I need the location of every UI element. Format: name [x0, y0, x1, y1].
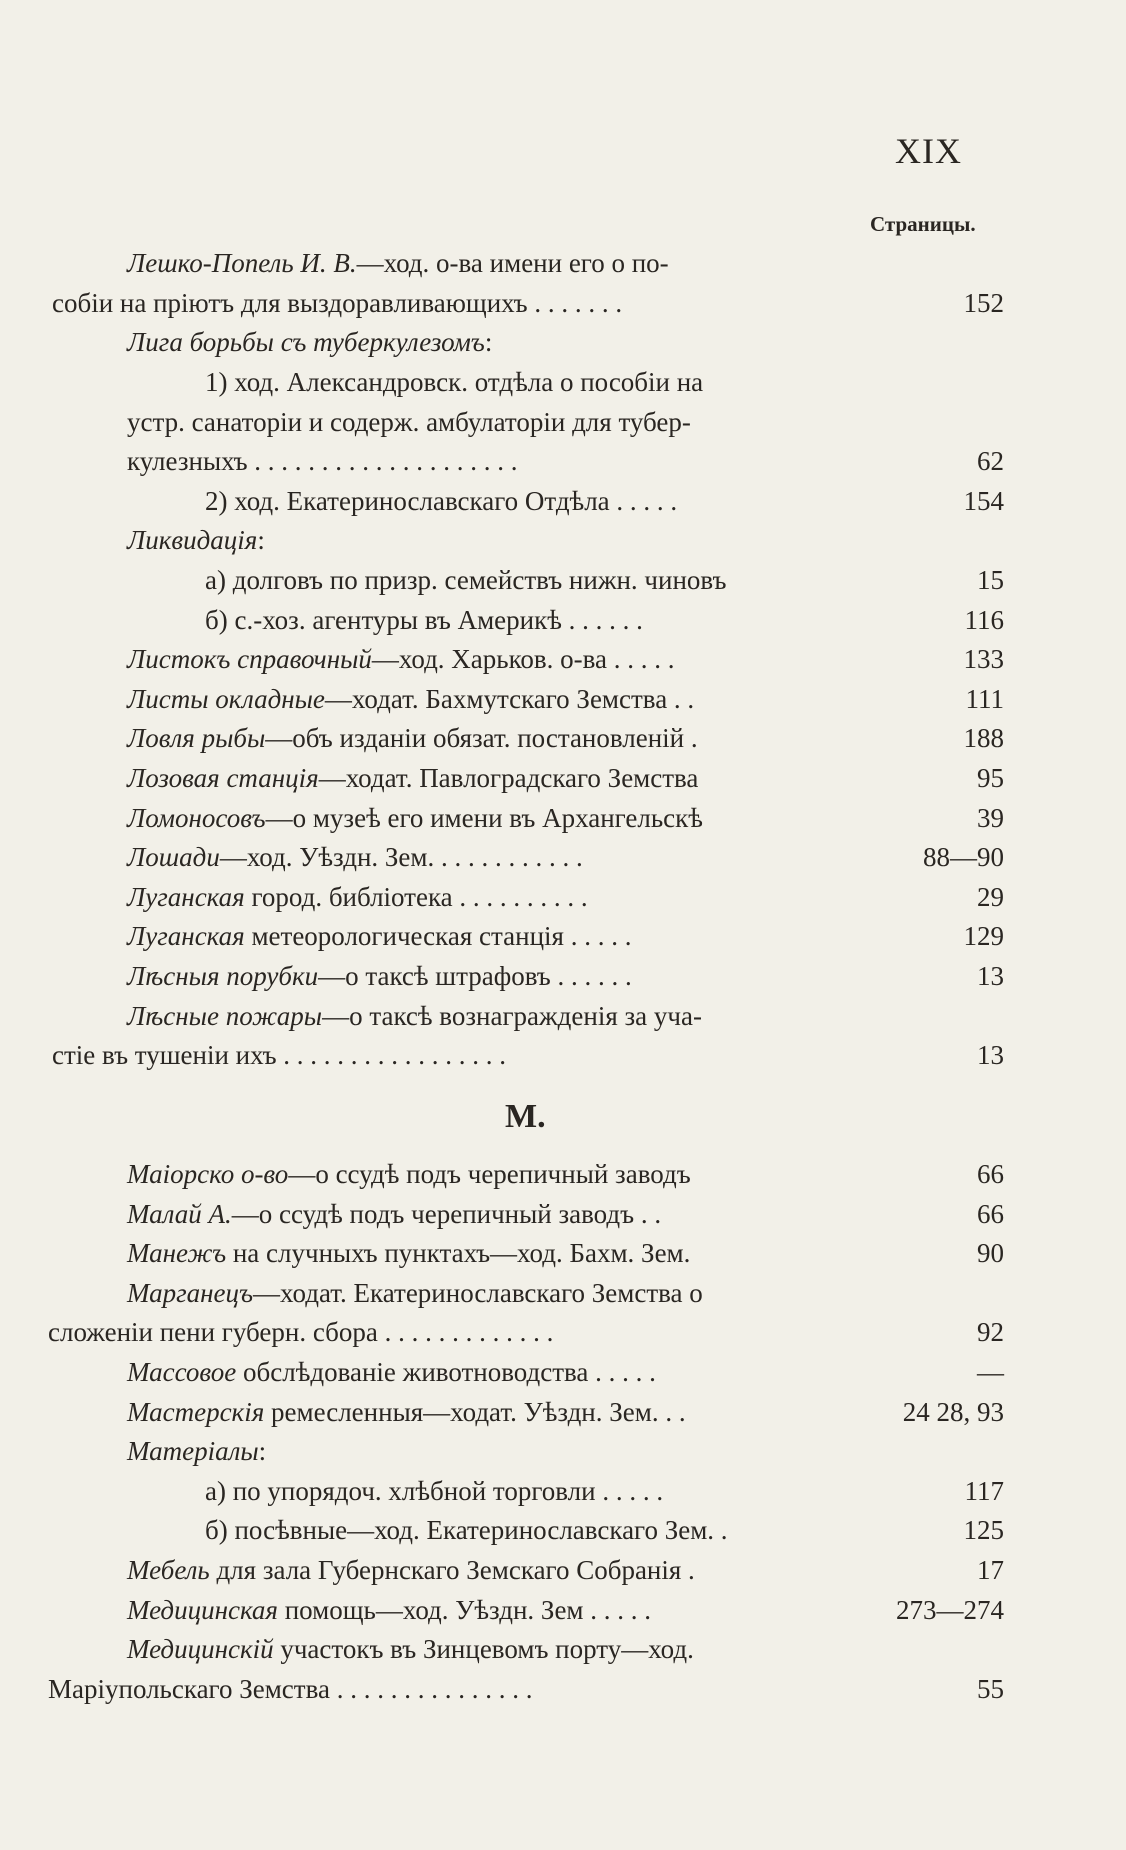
index-entry: кулезныхъ . . . . . . . . . . . . . . . . . . . . 62 [127, 446, 1004, 476]
index-entry: Листокъ справочный—ход. Харьков. о-ва . . . . . 133 [127, 644, 1004, 674]
pages-column-header: Страницы. [870, 212, 976, 236]
index-entry: б) с.-хоз. агентуры въ Америкѣ . . . . . . 116 [205, 605, 1004, 635]
index-entry: Луганская метеорологическая станція . . . . . 129 [127, 921, 1004, 951]
index-entry: собіи на пріютъ для выздоравливающихъ . . . . . . . 152 [52, 288, 1004, 318]
index-entry: Лешко-Попель И. В.—ход. о-ва имени его о по- [127, 248, 669, 278]
index-entry: Луганская город. библіотека . . . . . . . . . . 29 [127, 882, 1004, 912]
index-entry: Ловля рыбы—объ изданіи обязат. постановленій . 188 [127, 723, 1004, 753]
index-entry: а) долговъ по призр. семействъ нижн. чиновъ 15 [205, 565, 1004, 595]
index-entry: Ломоносовъ—о музеѣ его имени въ Архангельскѣ 39 [127, 803, 1004, 833]
index-entry: Листы окладные—ходат. Бахмутскаго Земства . . 111 [127, 684, 1004, 714]
index-entry: Маіорско о-во—о ссудѣ подъ черепичный заводъ 66 [127, 1159, 1004, 1189]
index-entry: Ликвидація: [127, 525, 265, 555]
index-entry: Марганецъ—ходат. Екатеринославскаго Земства о [127, 1278, 703, 1308]
index-entry: а) по упорядоч. хлѣбной торговли . . . . . 117 [205, 1476, 1004, 1506]
index-entry: Малай А.—о ссудѣ подъ черепичный заводъ . . 66 [127, 1199, 1004, 1229]
index-entry: устр. санаторіи и содерж. амбулаторіи для тубер- [127, 407, 691, 437]
index-entry: б) посѣвные—ход. Екатеринославскаго Зем. . 125 [205, 1515, 1004, 1545]
index-entry: Медицинскій участокъ въ Зинцевомъ порту—ход. [127, 1634, 694, 1664]
index-entry: 1) ход. Александровск. отдѣла о пособіи на [205, 367, 704, 397]
index-entry: стіе въ тушеніи ихъ . . . . . . . . . . . . . . . . . 13 [52, 1040, 1004, 1070]
index-entry: Лѣсныя порубки—о таксѣ штрафовъ . . . . . . 13 [127, 961, 1004, 991]
page-number: XIX [895, 131, 962, 171]
index-entry: 2) ход. Екатеринославскаго Отдѣла . . . . . 154 [205, 486, 1004, 516]
index-entry: Лига борьбы съ туберкулезомъ: [127, 327, 493, 357]
index-entry: Матеріалы: [127, 1436, 267, 1466]
index-entry: Мастерскія ремесленныя—ходат. Уѣздн. Зем. . . 24 28, 93 [127, 1397, 1004, 1427]
index-entry: сложеніи пени губерн. сбора . . . . . . . . . . . . . 92 [48, 1317, 1004, 1347]
index-entry: Манежъ на случныхъ пунктахъ—ход. Бахм. Зем. 90 [127, 1238, 1004, 1268]
index-entry: Лошади—ход. Уѣздн. Зем. . . . . . . . . . . . 88—90 [127, 842, 1004, 872]
index-entry: Маріупольскаго Земства . . . . . . . . . . . . . . . 55 [48, 1674, 1004, 1704]
section-letter-heading: М. [505, 1098, 546, 1135]
index-entry: Лѣсные пожары—о таксѣ вознагражденія за уча- [127, 1001, 702, 1031]
index-entry: Мебель для зала Губернскаго Земскаго Собранія . 17 [127, 1555, 1004, 1585]
index-entry: Медицинская помощь—ход. Уѣздн. Зем . . . . . 273—274 [127, 1595, 1004, 1625]
index-entry: Массовое обслѣдованіе животноводства . . . . . — [127, 1357, 1004, 1387]
index-entry: Лозовая станція—ходат. Павлоградскаго Земства 95 [127, 763, 1004, 793]
